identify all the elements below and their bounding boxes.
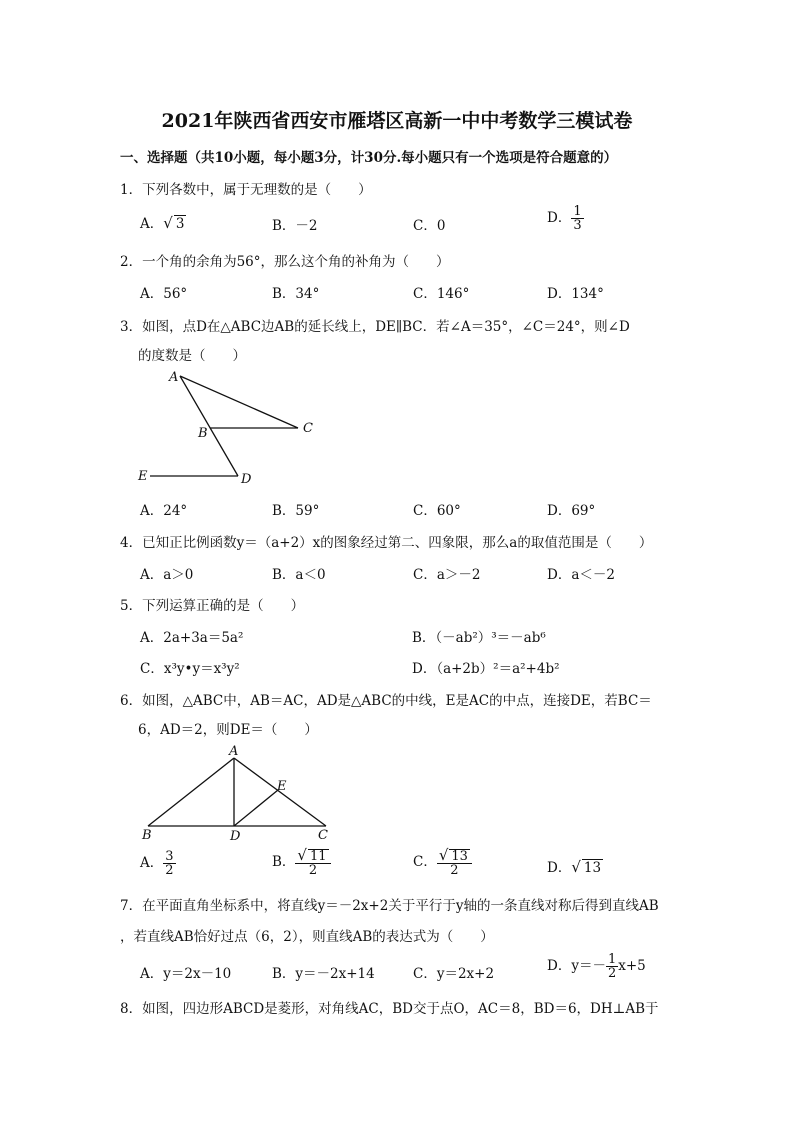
q6-segment-ab [148, 758, 234, 826]
q3-option-a: A．24° [140, 503, 188, 519]
q3-segment-ad [180, 376, 238, 476]
q5-option-b: B．（－ab²）³＝－ab⁶ [412, 630, 546, 646]
question-5-stem: 5．下列运算正确的是（ ） [120, 598, 305, 614]
question-3-stem-line2: 的度数是（ ） [138, 348, 246, 364]
q4-option-a: A．a＞0 [140, 567, 194, 583]
q5-option-d: D．（a+2b）²＝a²+4b² [412, 661, 560, 677]
question-4-stem: 4．已知正比例函数y＝（a+2）x的图象经过第二、四象限，那么a的取值范围是（ ） [120, 535, 653, 551]
q7-option-a: A．y＝2x－10 [140, 966, 232, 982]
q5-option-c: C．x³y•y＝x³y² [140, 661, 240, 677]
q4-option-b: B．a＜0 [272, 567, 326, 583]
q3-label-e: E [138, 469, 148, 484]
q6-label-c: C [318, 828, 328, 843]
q1-option-c: C．0 [413, 218, 446, 234]
q7-option-b: B．y＝－2x+14 [272, 966, 375, 982]
q6-option-a: A． $\frac{3}{2}$ [140, 849, 174, 878]
q6-figure [130, 742, 340, 844]
q2-option-a: A．56° [140, 286, 188, 302]
q3-label-b: B [198, 426, 208, 441]
question-6-stem-line1: 6．如图，△ABC中，AB＝AC，AD是△ABC的中线，E是AC的中点，连接DE，若BC＝ [120, 693, 652, 709]
q2-option-b: B．34° [272, 286, 320, 302]
q3-label-c: C [303, 421, 313, 436]
q6-option-d: D．√ 13 [547, 858, 602, 876]
q2-option-d: D．134° [547, 286, 604, 302]
q3-label-a: A [169, 370, 179, 385]
question-8-stem: 8．如图，四边形ABCD是菱形，对角线AC，BD交于点O，AC＝8，BD＝6，DH⊥AB于 [120, 1001, 659, 1017]
q7-option-c: C．y＝2x+2 [413, 966, 495, 982]
q5-option-a: A．2a+3a＝5a² [140, 630, 244, 646]
q3-figure [130, 365, 330, 490]
q7-option-d: D．y＝－ $\frac{1}{2}$ x+5 [547, 952, 646, 981]
q3-option-b: B．59° [272, 503, 320, 519]
q2-option-c: C．146° [413, 286, 470, 302]
question-3-stem-line1: 3．如图，点D在△ABC边AB的延长线上，DE∥BC．若∠A＝35°，∠C＝24°，则∠D [120, 319, 630, 335]
q1-option-a: A．√ 3 [140, 214, 185, 232]
question-7-stem-line1: 7．在平面直角坐标系中，将直线y＝－2x+2关于平行于y轴的一条直线对称后得到直线AB [120, 898, 659, 914]
exam-title: 2021年陕西省西安市雁塔区高新一中中考数学三模试卷 [161, 110, 633, 132]
question-1-stem: 1．下列各数中，属于无理数的是（ ） [120, 182, 372, 198]
q6-label-b: B [142, 828, 152, 843]
q3-segment-ac [180, 376, 298, 428]
q3-label-d: D [241, 472, 252, 487]
q4-option-c: C．a＞－2 [413, 567, 481, 583]
q6-label-d: D [230, 829, 241, 844]
q1-option-d: D． $\frac{1}{3}$ [547, 204, 582, 233]
q1-option-b: B．－2 [272, 218, 318, 234]
q6-label-a: A [229, 744, 239, 759]
q6-option-c: C． $\frac{√ 13}{2}$ [413, 848, 472, 877]
q6-segment-de [234, 790, 278, 826]
q3-option-d: D．69° [547, 503, 596, 519]
question-2-stem: 2．一个角的余角为56°，那么这个角的补角为（ ） [120, 254, 450, 270]
q6-label-e: E [277, 779, 287, 794]
question-7-stem-line2: ，若直线AB恰好过点（6，2），则直线AB的表达式为（ ） [120, 929, 494, 945]
section-heading: 一、选择题（共10小题，每小题3分，计30分.每小题只有一个选项是符合题意的） [120, 150, 618, 166]
q4-option-d: D．a＜－2 [547, 567, 615, 583]
q6-option-b: B． $\frac{√ 11}{2}$ [272, 848, 331, 877]
question-6-stem-line2: 6，AD＝2，则DE＝（ ） [138, 722, 318, 738]
q3-option-c: C．60° [413, 503, 461, 519]
